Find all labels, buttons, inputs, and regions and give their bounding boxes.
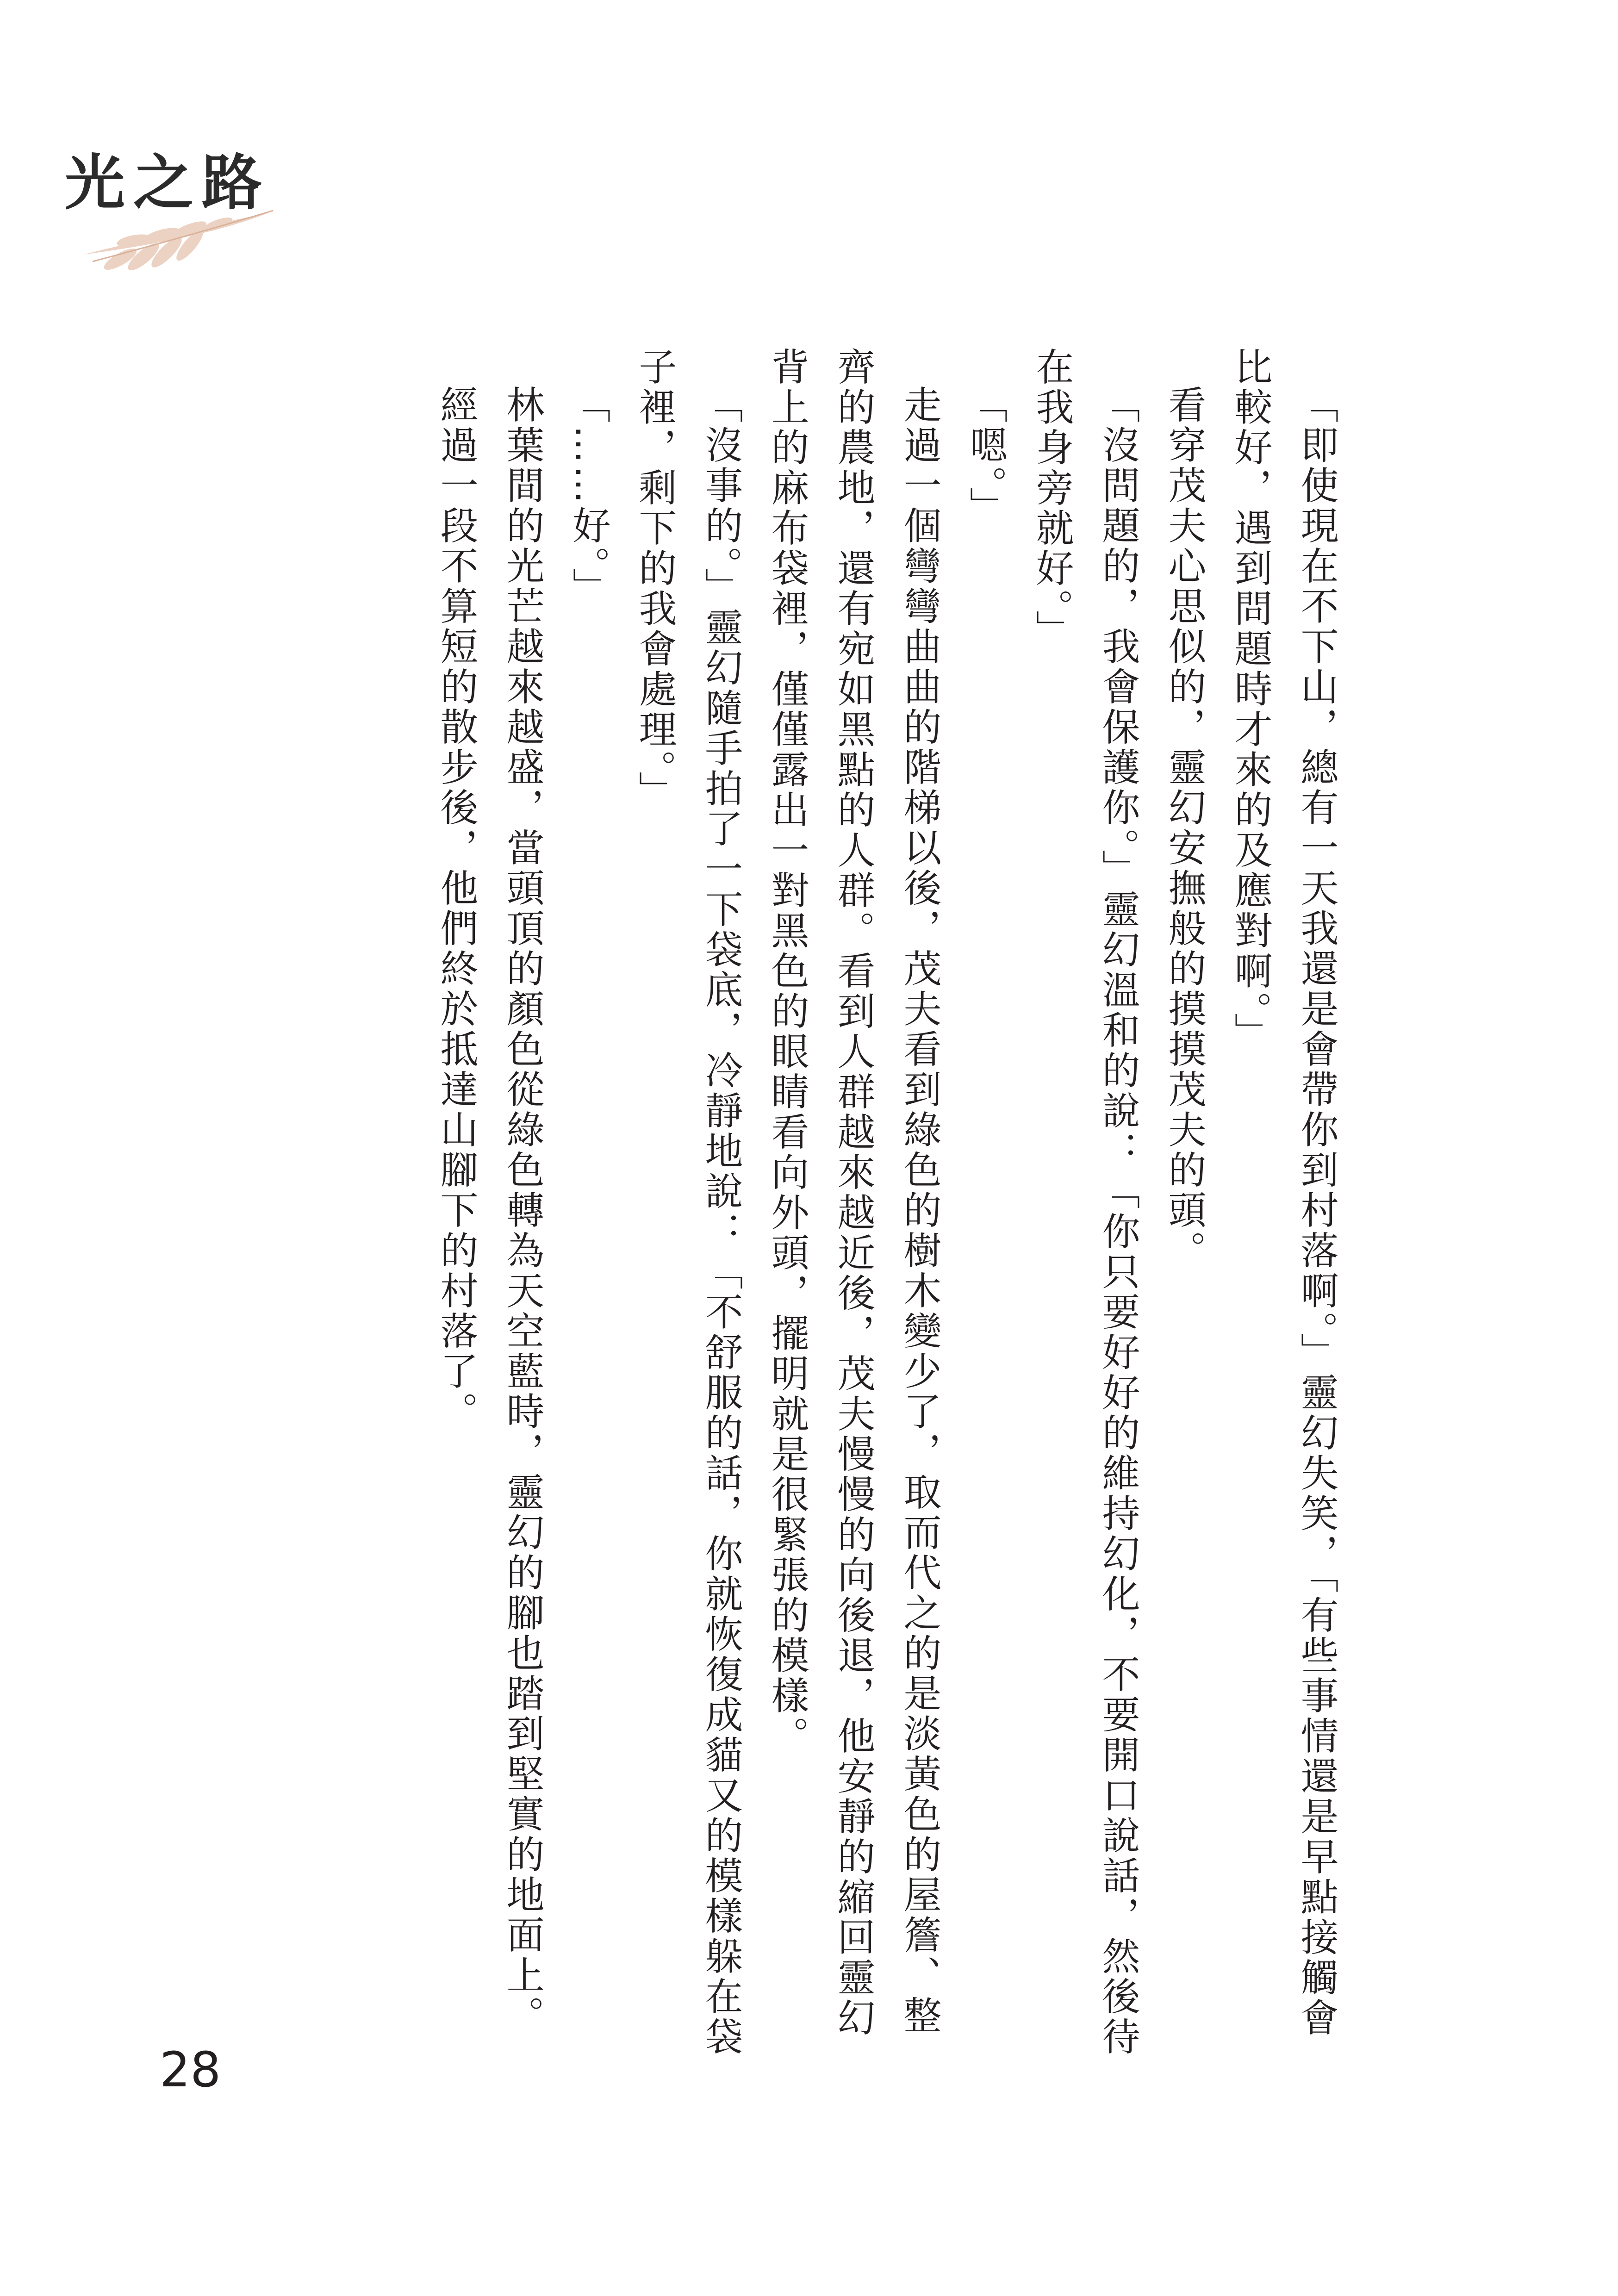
paragraph: 「沒問題的，我會保護你。」靈幻溫和的說：「你只要好好的維持幻化，不要開口說話，然後待在我身旁就好。」 [1030, 347, 1140, 2057]
paragraph: 走過一個彎彎曲曲的階梯以後，茂夫看到綠色的樹木變少了，取而代之的是淡黃色的屋簷、整齊的農地，還有宛如黑點的人群。看到人群越來越近後，茂夫慢慢的向後退，他安靜的縮回靈幻背上的麻布袋裡，僅僅露出一對黑色的眼睛看向外頭，擺明就是很緊張的模樣。 [765, 347, 941, 2038]
paragraph: 林葉間的光芒越來越盛，當頭頂的顏色從綠色轉為天空藍時，靈幻的腳也踏到堅實的地面上。 [500, 385, 544, 2036]
page-number: 28 [160, 2041, 221, 2098]
paragraph: 經過一段不算短的散步後，他們終於抵達山腳下的村落了。 [434, 385, 478, 1432]
paragraph: 看穿茂夫心思似的，靈幻安撫般的摸摸茂夫的頭。 [1162, 385, 1206, 1271]
vertical-text-body [423, 347, 1350, 2060]
chapter-header [65, 147, 278, 278]
paragraph: 「嗯。」 [964, 385, 1008, 527]
chapter-title: 光之路 [65, 147, 271, 218]
paragraph: 「……好。」 [566, 385, 610, 608]
paragraph: 「沒事的。」靈幻隨手拍了一下袋底，冷靜地說：「不舒服的話，你就恢復成貓又的模樣躲在袋子裡，剩下的我會處理。」 [633, 347, 743, 2057]
paragraph: 「即使現在不下山，總有一天我還是會帶你到村落啊。」靈幻失笑，「有些事情還是早點接觸會比較好，遇到問題時才來的及應對啊。」 [1228, 347, 1338, 2038]
